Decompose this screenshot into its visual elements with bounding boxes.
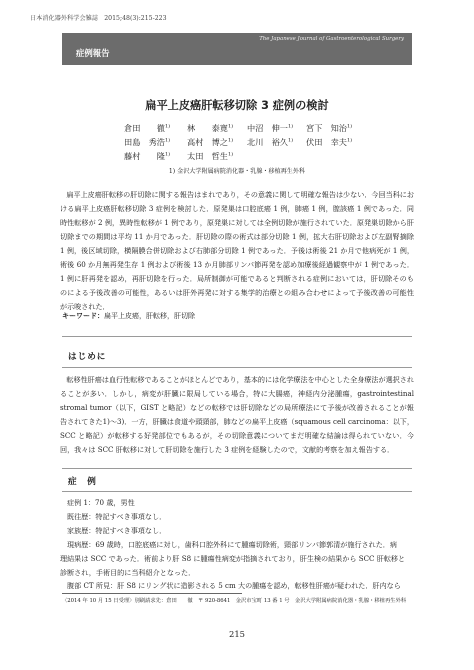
case-line: 現病歴：69 歳時，口腔底癌に対し，歯科口腔外科にて腫瘍切除術，頸部リンパ節郭清が施行された．病 [67, 540, 397, 549]
section-heading-case: 症 例 [68, 477, 97, 487]
case-line: 理結果は SCC であった．術前より肝 S8 に腫瘍性病変が指摘されており，肝生検の結果から SCC 肝転移と [60, 554, 406, 563]
section-divider [62, 367, 412, 368]
case-line: 診断され，手術目的に当科紹介となった． [60, 568, 196, 577]
author: 伏田 幸夫$^{1)}$ [306, 137, 353, 147]
page-number: 215 [229, 629, 245, 639]
footnote: 〈2014 年 10 月 15 日受理〉別刷請求先：倉田 徹 〒 920-8641 金沢市宝町 13 番 1 号 金沢大学附属病院消化器・乳腺・移植再生外科 [62, 598, 407, 604]
section-divider [62, 468, 412, 469]
author: 高村 博之$^{1)}$ [187, 137, 234, 147]
journal-name-english: The Japanese Journal of Gastroenterological Surgery [259, 36, 404, 42]
article-type-label: 症例報告 [76, 48, 110, 58]
intro-text [60, 373, 414, 457]
section-heading-intro: はじめに [68, 352, 107, 362]
footnote-divider [62, 593, 242, 594]
abstract-paragraph: 扁平上皮癌肝転移の肝切除に関する報告はまれであり，その意義に関して明確な報告は少ない．今回当科における扁平上皮癌肝転移切除 3 症例を検討した．原発巣は口腔底癌 1 例，肺癌 1 例，膣該癌 1 例であった．同時性転移が 2 例，異時性転移が 1 例であり，原発巣に対しては全例切除が施行されていた．原発巣切除から肝切除までの期間は平均 11 か月であった．肝切除の際の術式は部分切除 1 例，拡大右肝切除および左副腎摘除 1 例，後区域切除，横隔膜合併切除および右肺部分切除 1 例であった．予後は術後 21 か月で他病死が 1 例，術後 60 か月無再発生存 1 例および術後 13 か月肺部リンパ節再発を認め加療後経過観察中が 1 例であった．1 例に肝再発を認め，再肝切除を行った．局所制御が可能であると判断される症例においては，肝切除そのものによる予後改善の可能性，あるいは肝外再発に対する集学的治療との組み合わせによって予後改善の可能性が示唆された． [60, 190, 414, 311]
author: 太田 哲生$^{1)}$ [187, 151, 234, 161]
journal-reference: 日本消化器外科学会雑誌 2015;48(3):215-223 [30, 15, 167, 22]
author: 宮下 知治$^{1)}$ [306, 123, 353, 133]
keywords-list: 扁平上皮癌，肝転移，肝切除 [104, 312, 195, 320]
author: 北川 裕久$^{1)}$ [247, 137, 294, 147]
author-affiliation: 1) 金沢大学附属病院消化器・乳腺・移植再生外科 [168, 168, 306, 175]
abstract [60, 188, 414, 314]
author: 倉田 徹$^{1)}$ [124, 123, 171, 133]
intro-paragraph: 転移性肝癌は血行性転移であることがほとんどであり，基本的には化学療法を中心とした全身療法が選択されることが多い．しかし，病変が肝臓に限局している場合，特に大腸癌，神経内分泌腫瘍，gastrointestinal stromal tumor（以下，GIST と略記）などの転移では肝切除などの局所療法にて予後が改善されることが報告されてきた1)～3)．一方，肝臓は食道や頭頸部，肺などの扁平上皮癌（squamous cell carcinoma：以下，SCC と略記）が転移する好発部位でもあるが，その切除意義についてまだ明確な結論は得られていない．今回，我々は SCC 肝転移に対して肝切除を施行した 3 症例を経験したので，文献的考察を加え報告する． [60, 375, 414, 454]
author: 田島 秀浩$^{1)}$ [124, 137, 171, 147]
case-line: 既往歴：特記すべき事項なし． [67, 512, 167, 521]
case-line: 症例 1：70 歳，男性 [67, 498, 135, 507]
article-title: 扁平上皮癌肝転移切除 3 症例の検討 [145, 99, 329, 112]
keywords [62, 311, 195, 321]
section-divider [62, 336, 412, 337]
author: 中沼 伸一$^{1)}$ [247, 123, 294, 133]
author: 林 泰寛$^{1)}$ [187, 123, 234, 133]
header-band [62, 33, 412, 65]
case-line: 腹部 CT 所見：肝 S8 にリング状に造影される 5 cm 大の腫瘍を認め，転移性肝癌が疑われた．肝内なら [67, 581, 401, 590]
section-divider [62, 491, 412, 492]
case-line: 家族歴：特記すべき事項なし． [67, 526, 167, 535]
author: 藤村 隆$^{1)}$ [124, 151, 171, 161]
keywords-label: キーワード： [62, 312, 104, 320]
